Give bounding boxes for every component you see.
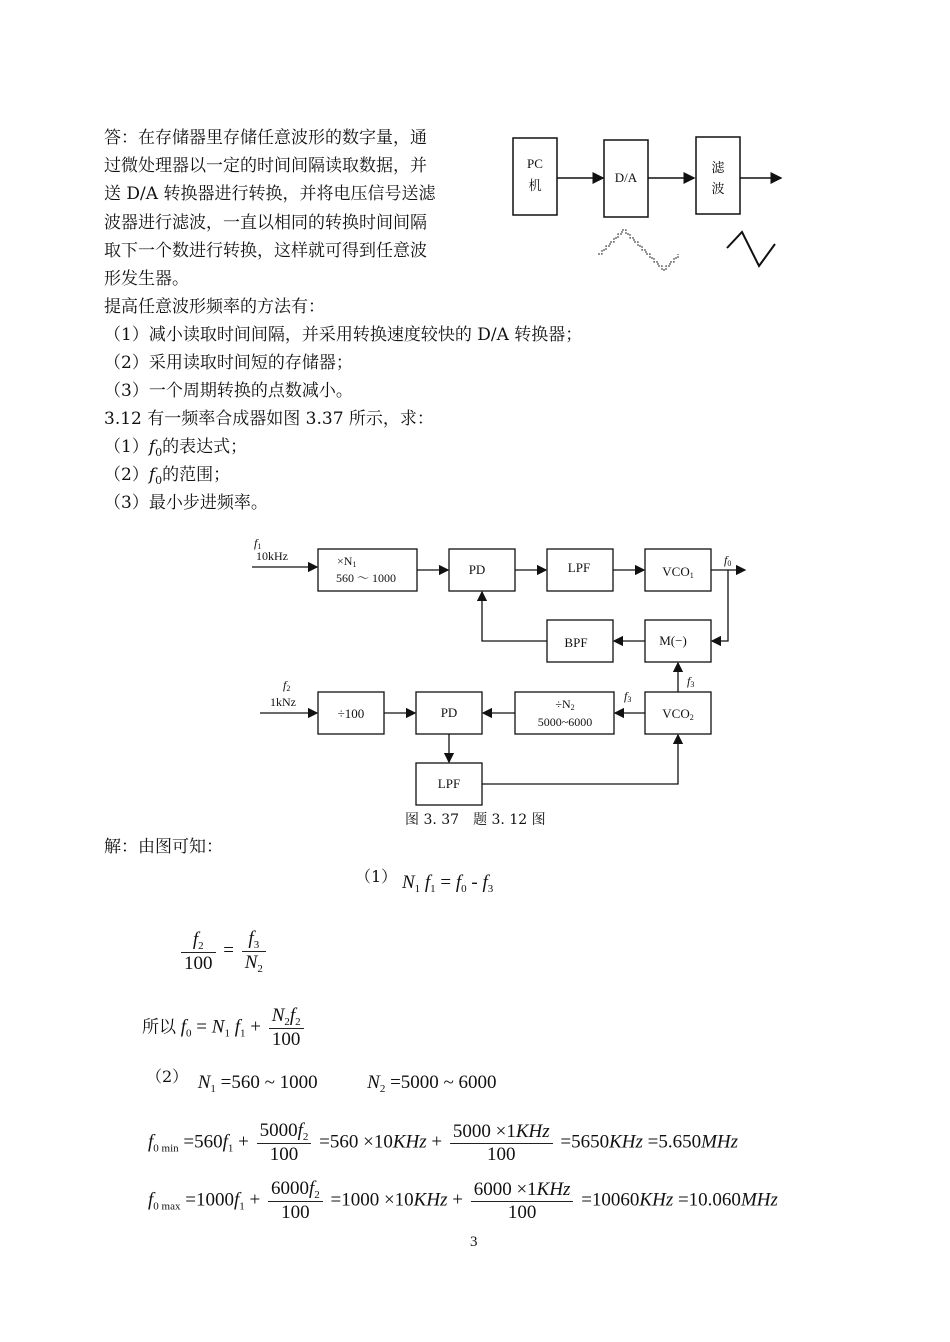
methods-title: 提高任意波形频率的方法有： (104, 297, 325, 317)
f2-label: f2 (283, 678, 291, 693)
question-3: （3）最小步进频率。 (104, 493, 268, 513)
equation-fmax: $f_{0 max} =1000f_1$ + $\frac{6000f_2}{100}$ =1000 ×10KHz + $\frac{\text{6000 ×1KHz}}{100}$ =10060KHz =10.060MHz (148, 1178, 778, 1223)
answer-line: 答：在存储器里存储任意波形的数字量，通 (104, 128, 427, 148)
f1-label: f1 (254, 536, 262, 551)
pc-block (513, 138, 557, 215)
f3-label-vertical: f3 (687, 674, 695, 689)
equation-3: 所以 $f_0 = N_1$ $f_1$ + $\frac{N_2f_2}{100}$ (142, 1005, 307, 1051)
method-item: （3）一个周期转换的点数减小。 (104, 381, 353, 401)
pc-label-2: 机 (528, 178, 542, 193)
filter-label-2: 波 (711, 181, 725, 196)
answer-line: 取下一个数进行转换，这样就可得到任意波 (104, 240, 427, 261)
page-number: 3 (470, 1234, 478, 1250)
solution-intro: 解：由图可知： (104, 837, 223, 857)
f2-value: 1kNz (270, 695, 296, 709)
equation-fmin: $f_{0 min} =560f_1$ + $\frac{5000f_2}{100}$ =560 ×10KHz + $\frac{\text{5000 ×1KHz}}{100}$ =5650KHz =5.650MHz (148, 1120, 739, 1165)
answer-line: 形发生器。 (104, 269, 189, 290)
triangle-waveform (727, 232, 775, 266)
fraction: $\frac{\text{6000 ×1KHz}}{100}$ (471, 1179, 574, 1224)
fraction: $\frac{N_2f_2}{100}$ (269, 1005, 304, 1051)
answer-line: 送 D/A 转换器进行转换，并将电压信号送滤 (104, 184, 436, 205)
answer-line: 过微处理器以一定的时间间隔读取数据，并 (104, 156, 427, 177)
fraction: $\frac{f_3}{N_2}$ (242, 928, 266, 975)
problem-title: 3.12 有一频率合成器如图 3.37 所示，求： (104, 409, 434, 429)
pc-label: PC (527, 156, 543, 171)
div100-label: ÷100 (337, 706, 365, 721)
answer-paragraph (104, 124, 479, 293)
synthesizer-diagram (240, 530, 760, 840)
fraction: $\frac{f_2}{100}$ (181, 929, 216, 975)
fraction: $\frac{\text{5000 ×1KHz}}{100}$ (450, 1121, 553, 1166)
fraction: $\frac{6000f_2}{100}$ (268, 1178, 323, 1224)
bpf-label: BPF (564, 635, 588, 650)
method-item: （1）减小读取时间间隔，并采用转换速度较快的 D/A 转换器； (104, 325, 583, 345)
equation-1: $^{(1)}$ $N_1$ $f_1 = f_0 - f_3$ (355, 867, 494, 895)
method-item: （2）采用读取时间短的存储器； (104, 353, 353, 373)
multiplier-label: ×N1 (337, 554, 357, 569)
f0-output-label: f0 (724, 553, 732, 568)
da-label: D/A (614, 170, 638, 185)
pd-label-top: PD (468, 562, 486, 577)
equation-range: $^{(2)}$ $N_1 =560$ ~ 1000 $N_2 =5000$ ~ 6000 (146, 1067, 497, 1095)
lpf-label-top: LPF (567, 560, 591, 575)
pd-label-bottom: PD (440, 705, 458, 720)
equation-2: $\frac{f_2}{100}$ = $\frac{f_3}{N_2}$ (178, 928, 269, 975)
mixer-label: M(−) (659, 633, 687, 648)
lpf-label-bottom: LPF (437, 776, 461, 791)
question-2: $(2)f_0$的范围； (104, 465, 231, 487)
filter-block (696, 137, 740, 214)
awg-block-diagram (505, 130, 795, 290)
fraction: $\frac{5000f_2}{100}$ (257, 1120, 312, 1166)
f3-label-horizontal: f3 (624, 689, 632, 704)
multiplier-range: 560 ～ 1000 (336, 571, 397, 585)
stepped-waveform (598, 230, 678, 270)
answer-line: 波器进行滤波，一直以相同的转换时间间隔 (104, 212, 427, 233)
question-1: $(1)f_0$的表达式； (104, 437, 248, 459)
divn2-label: ÷N2 (555, 697, 575, 712)
vco2-label: VCO2 (662, 706, 694, 722)
vco1-label: VCO1 (662, 564, 694, 580)
filter-label: 滤 (711, 160, 725, 175)
divn2-range: 5000~6000 (537, 715, 593, 729)
figure-caption: 图 3. 37 题 3. 12 图 (405, 812, 546, 828)
f1-value: 10kHz (256, 549, 288, 563)
